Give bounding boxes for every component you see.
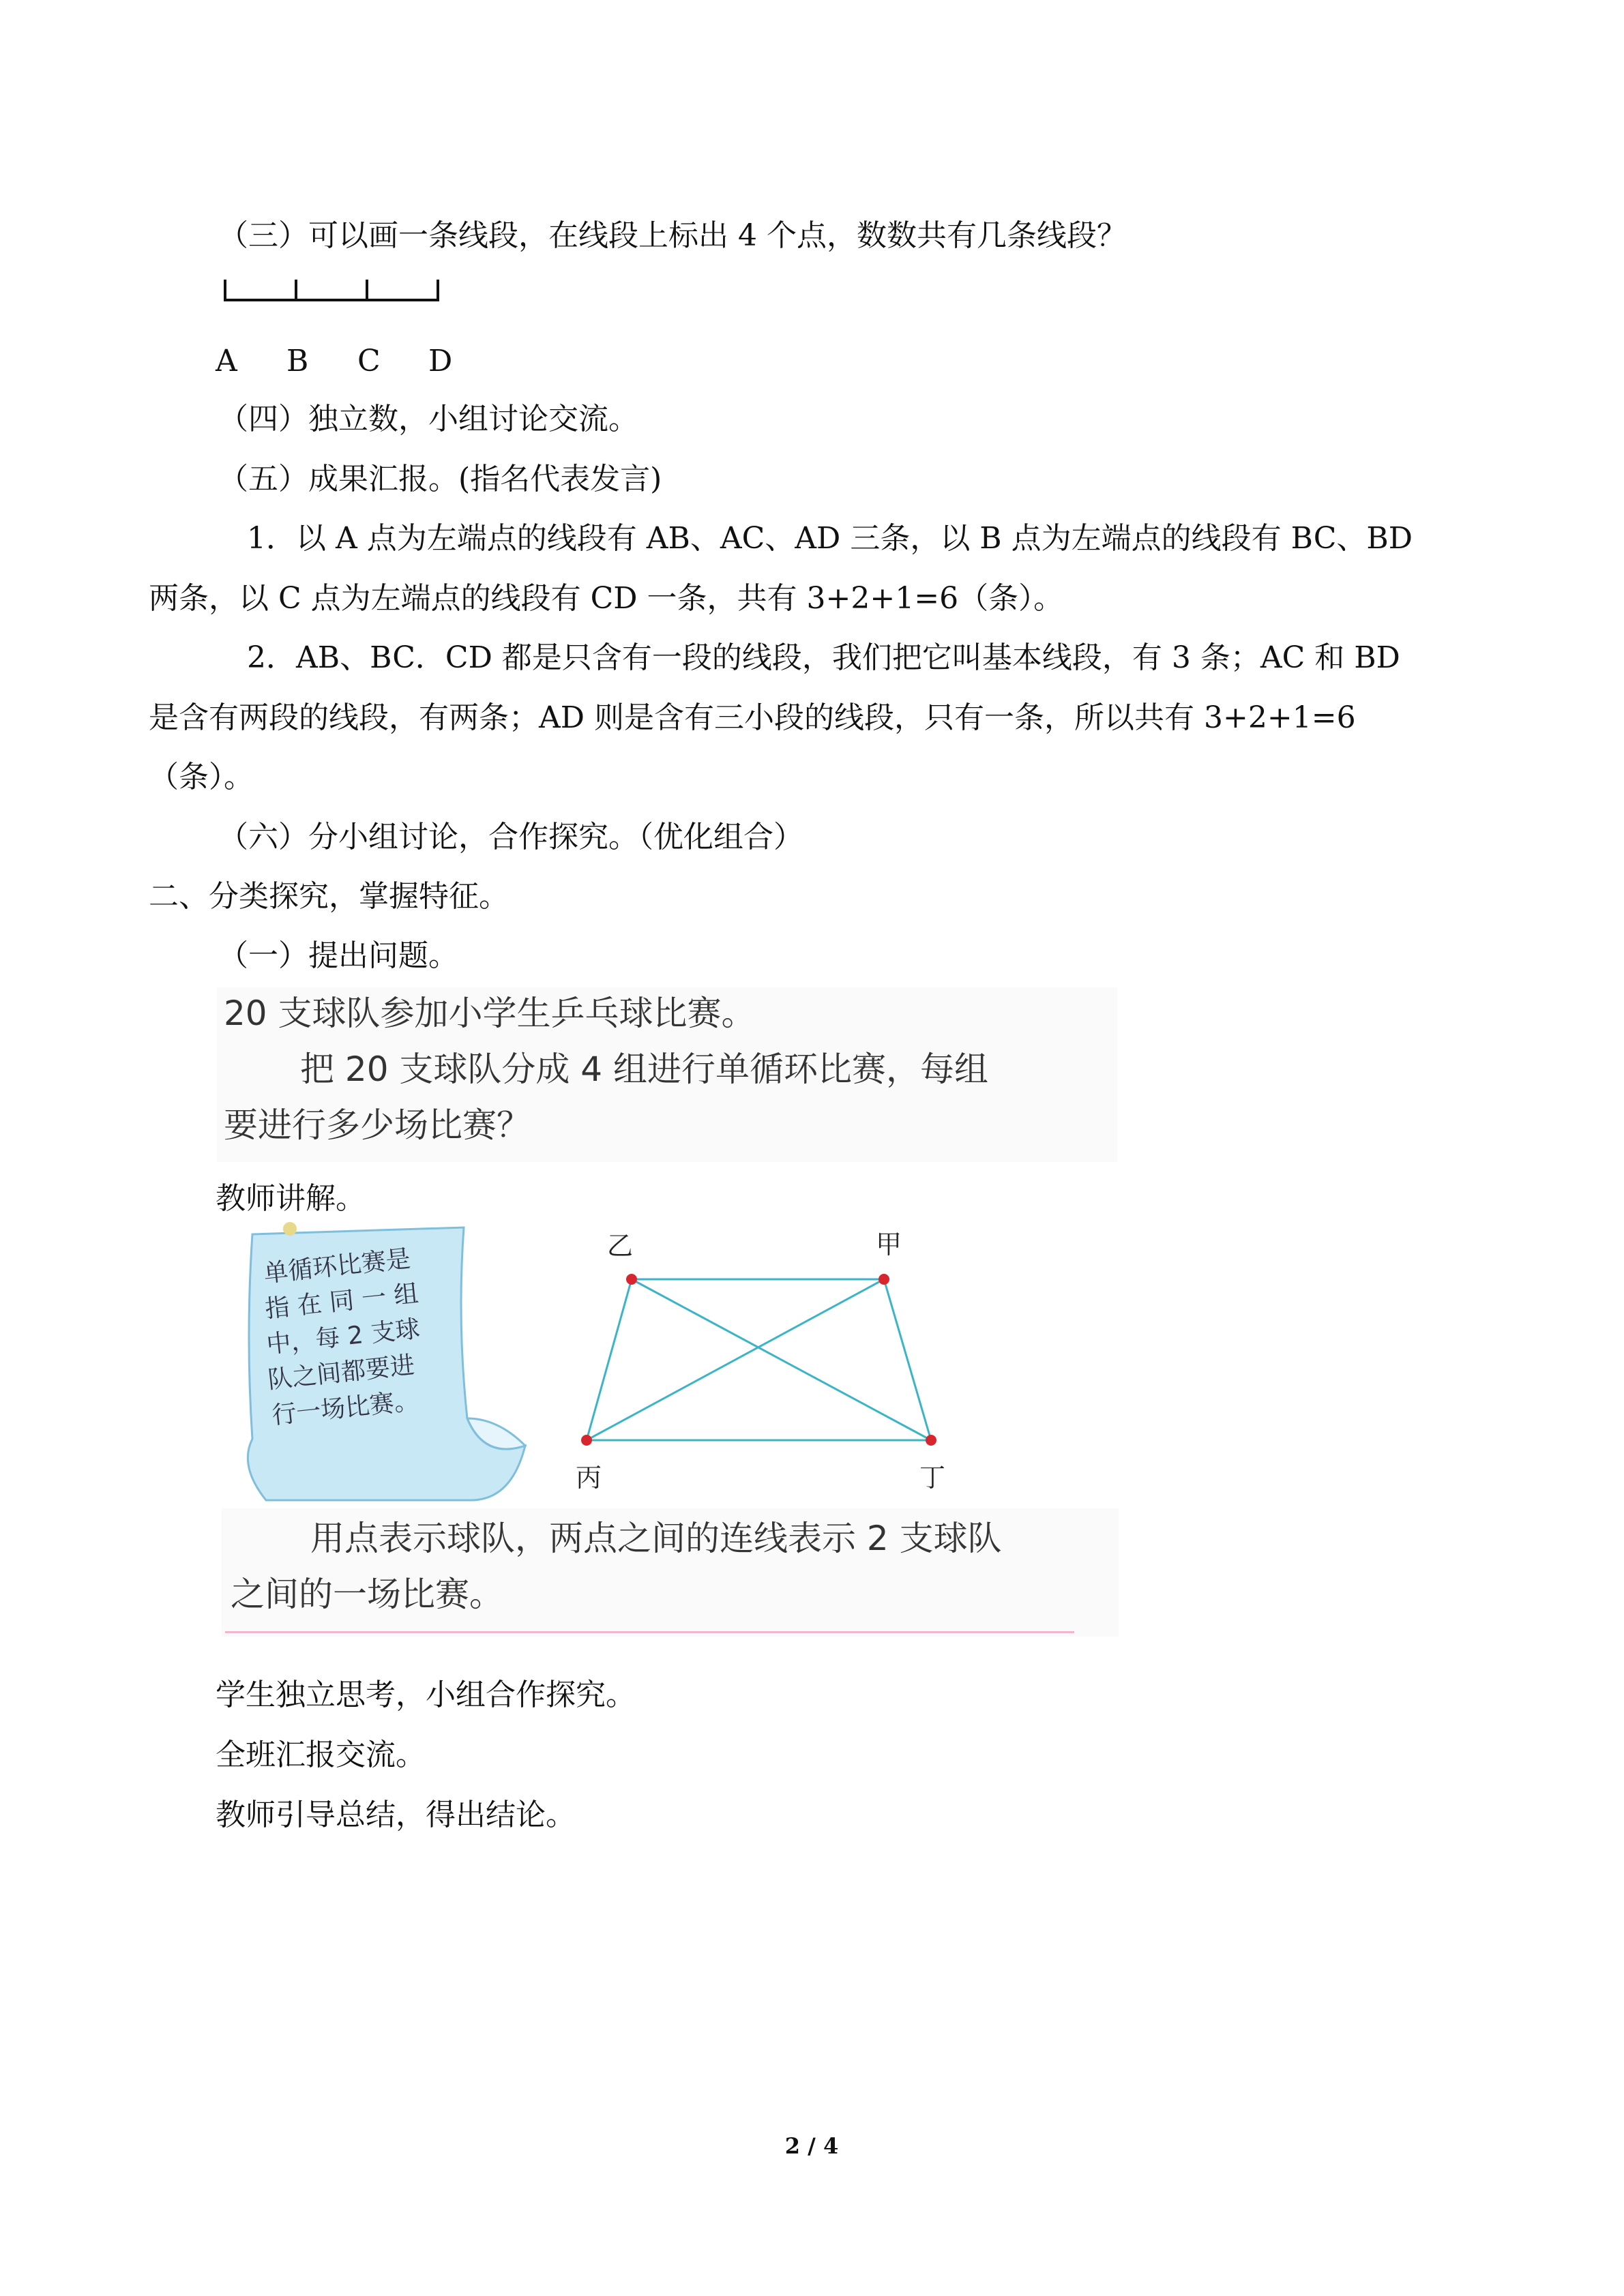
label-ding: 丁 [919,1463,946,1493]
edge-jia-ding [884,1279,931,1440]
point-jia [879,1274,889,1285]
tick-a [224,280,226,301]
point-label-d: D [428,344,453,378]
label-bing: 丙 [576,1463,602,1493]
caption-line-1: 用点表示球队，两点之间的连线表示 2 支球队 [310,1519,1002,1558]
teacher-conclude: 教师引导总结，得出结论。 [216,1798,576,1832]
textbook-line-3: 要进行多少场比赛？ [224,1105,531,1145]
pin-icon [283,1222,297,1236]
caption-underline [225,1631,1074,1633]
caption-line-2: 之间的一场比赛。 [231,1575,503,1614]
page-number: 2 / 4 [784,2133,839,2159]
answer-2-line-c: （条）。 [149,760,254,794]
note-line-3: 中，每 2 支球 [265,1315,422,1359]
edge-yi-bing [587,1279,632,1440]
section-6-title: （六）分小组讨论，合作探究。（优化组合） [218,820,803,854]
label-jia: 甲 [876,1229,902,1259]
note-line-2: 指 在 同 一 组 [263,1279,420,1324]
answer-2-line-b: 是含有两段的线段，有两条；AD 则是含有三小段的线段，只有一条，所以共有 3+2+1=6 [149,700,1356,735]
note-line-1: 单循环比赛是 [262,1244,412,1288]
note-line-4: 队之间都要进 [266,1351,416,1395]
section-3-title: （三）可以画一条线段，在线段上标出 4 个点，数数共有几条线段？ [218,218,1127,253]
edge-yi-ding [632,1279,931,1440]
point-bing [581,1435,592,1446]
point-label-a: A [216,344,237,378]
note-line-5: 行一场比赛。 [270,1386,420,1430]
point-yi [626,1274,637,1285]
heading-2: 二、分类探究，掌握特征。 [149,879,509,914]
teacher-explain: 教师讲解。 [216,1181,366,1216]
tick-c [366,280,368,301]
section-4-title: （四）独立数，小组讨论交流。 [218,402,638,436]
tick-b [295,280,297,301]
point-label-b: B [286,344,309,378]
class-report: 全班汇报交流。 [216,1738,426,1772]
edge-jia-bing [587,1279,884,1440]
round-robin-diagram [225,1214,989,1514]
textbook-line-1: 20 支球队参加小学生乒乓球比赛。 [224,994,756,1033]
tick-d [437,280,439,301]
point-label-c: C [357,344,381,378]
answer-1-line-a: 1．以 A 点为左端点的线段有 AB、AC、AD 三条，以 B 点为左端点的线段有 BC、BD [247,521,1413,556]
section-5-title: （五）成果汇报。(指名代表发言) [218,462,662,496]
question-1-title: （一）提出问题。 [218,938,458,973]
answer-2-line-a: 2．AB、BC．CD 都是只含有一段的线段，我们把它叫基本线段，有 3 条；AC 和 BD [247,640,1400,675]
segment-line [224,299,439,301]
answer-1-line-b: 两条，以 C 点为左端点的线段有 CD 一条，共有 3+2+1=6（条）。 [149,581,1064,616]
textbook-line-2: 把 20 支球队分成 4 组进行单循环比赛，每组 [300,1049,989,1089]
label-yi: 乙 [607,1231,634,1261]
student-think: 学生独立思考，小组合作探究。 [216,1678,636,1712]
point-ding [926,1435,936,1446]
